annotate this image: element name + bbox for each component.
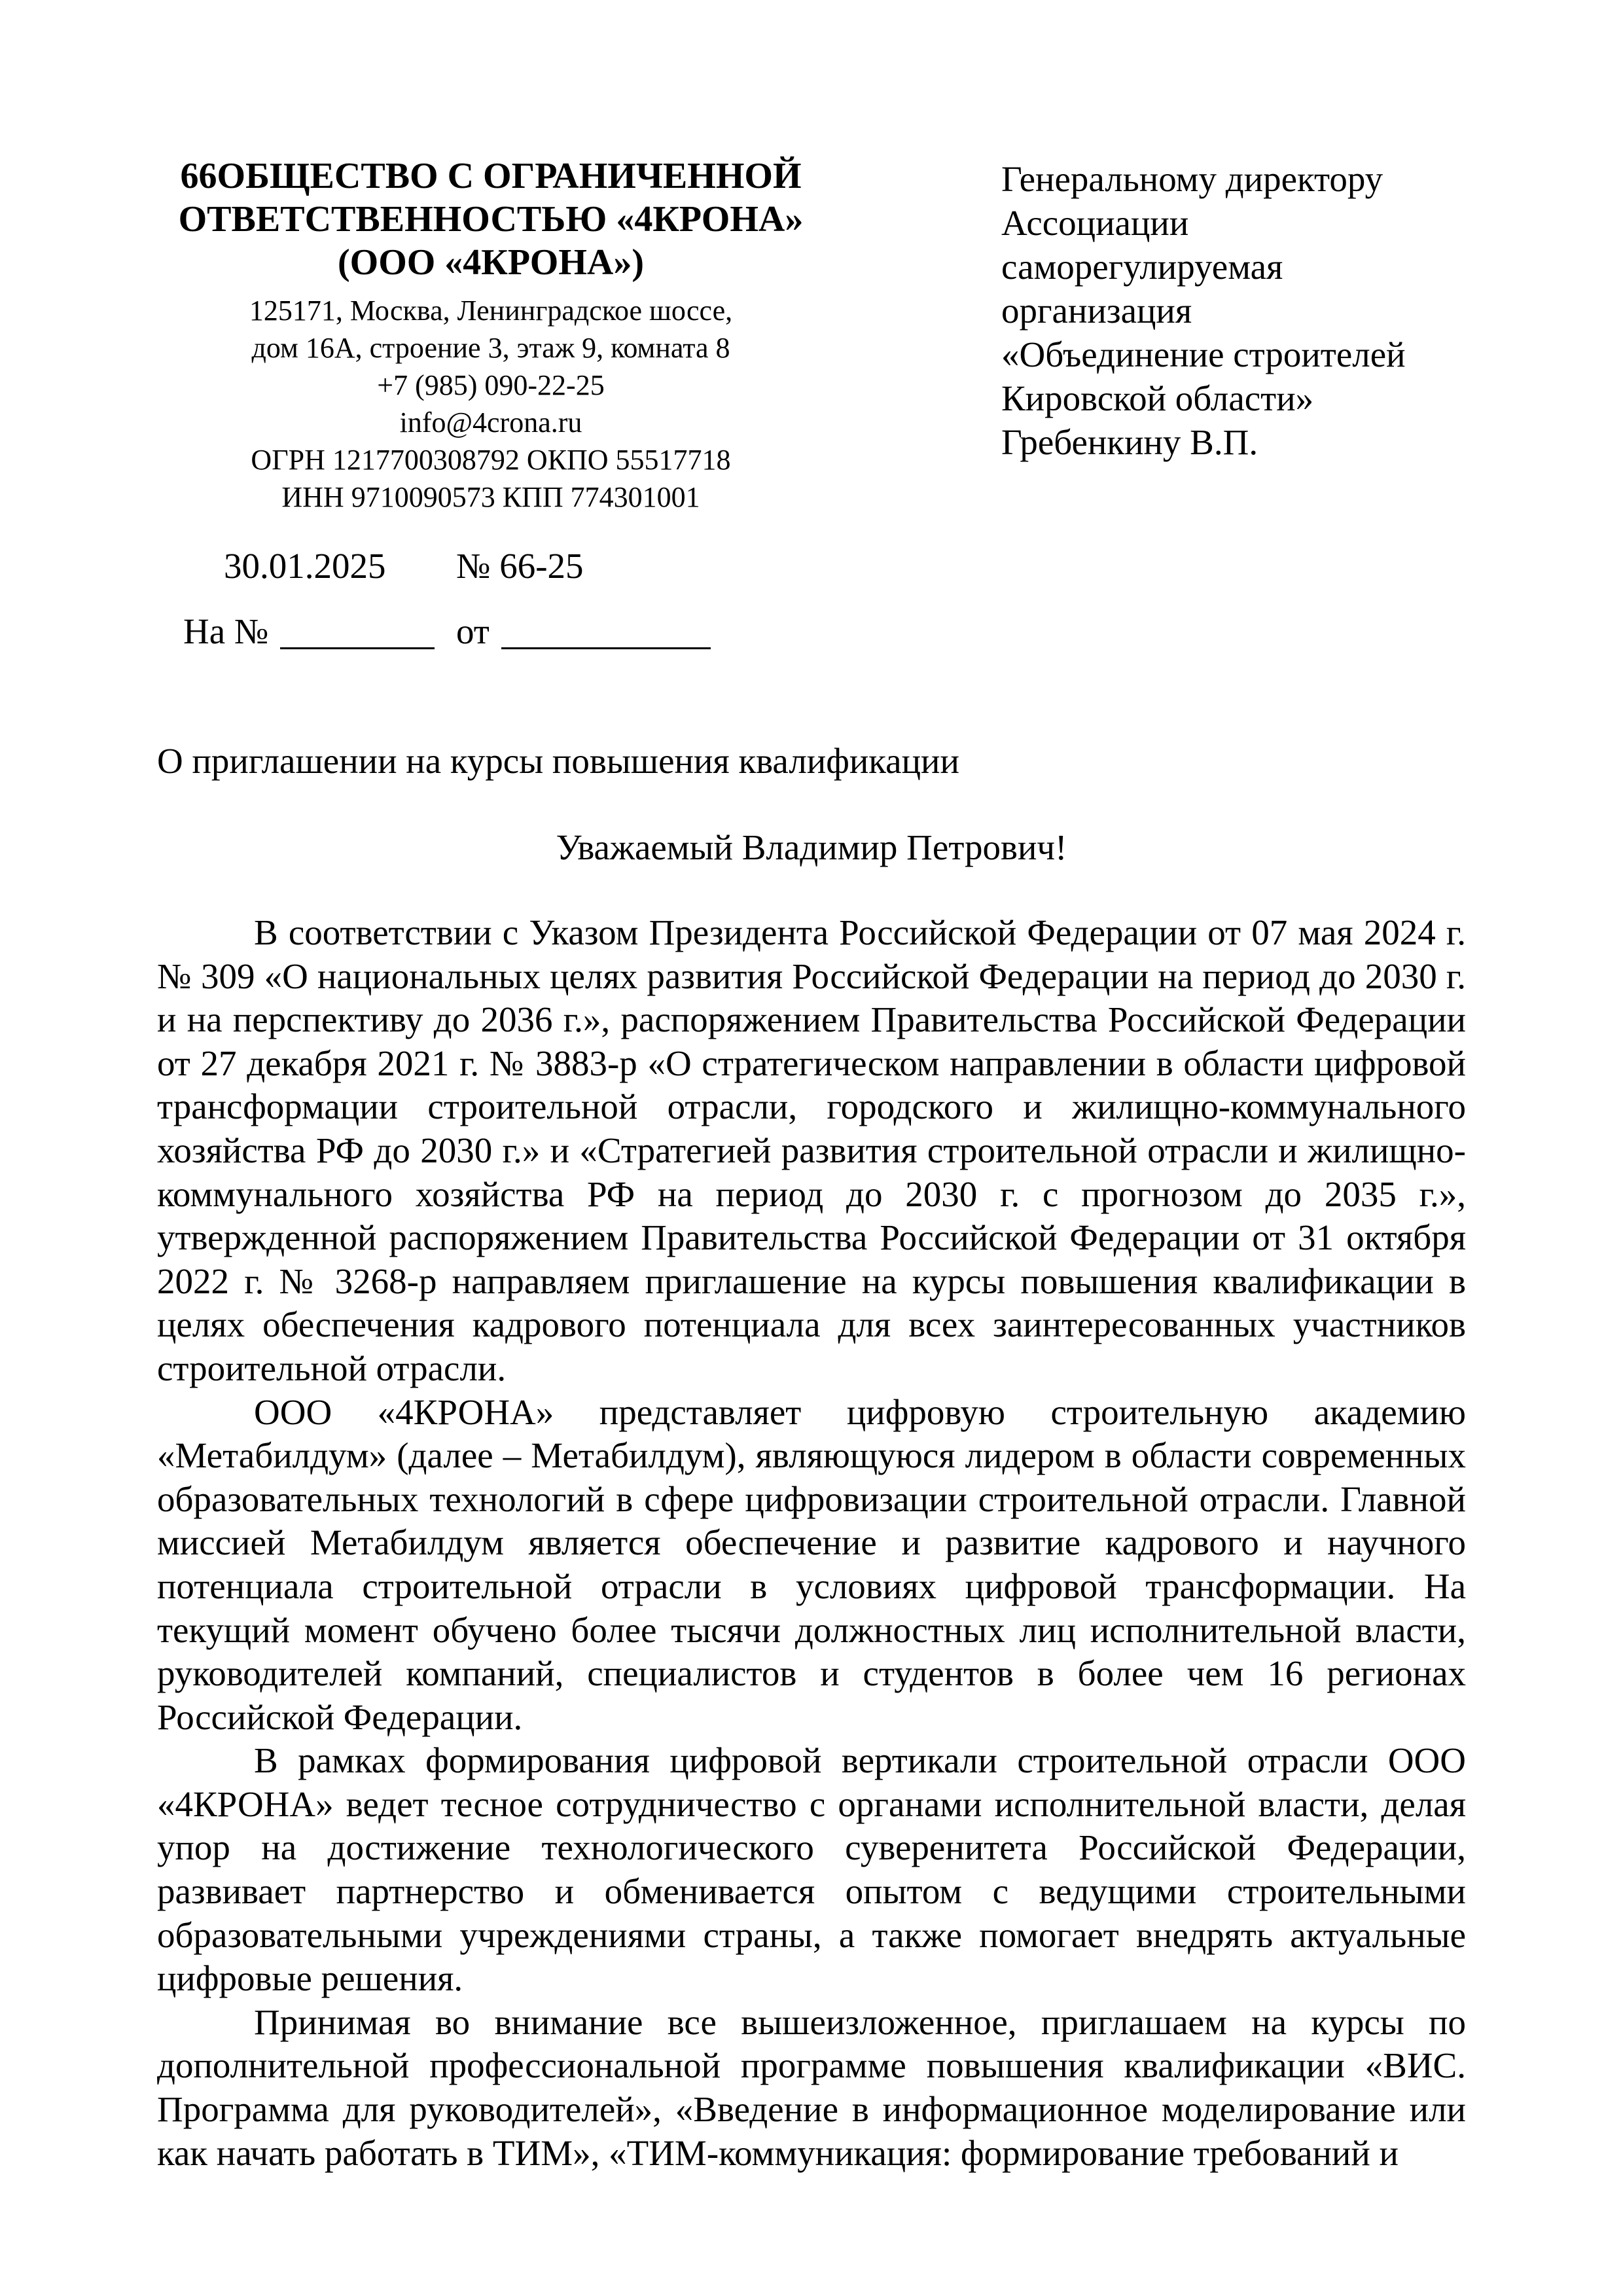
letter-greeting: Уважаемый Владимир Петрович!: [556, 827, 1067, 867]
sender-block: [151, 154, 831, 516]
reference-date-label: от: [456, 611, 490, 651]
body-paragraph-3: В рамках формирования цифровой вертикали строительной отрасли ООО «4КРОНА» ведет тесное сотрудничество с органами исполнительной власти, делая упор на достижение технологического суверенитета Российской Федерации, развивает партнерство и обменивается опытом с ведущими строительными образовательными учреждениями страны, а также помогает внедрять актуальные цифровые решения.: [157, 1740, 1466, 1999]
sender-phone: +7 (985) 090-22-25: [377, 369, 605, 401]
letter-date: 30.01.2025: [224, 546, 386, 586]
recipient-line-4: организация: [1001, 291, 1192, 331]
sender-email: info@4crona.ru: [399, 406, 582, 439]
recipient-line-6: Кировской области»: [1001, 378, 1314, 418]
sender-inn-kpp: ИНН 9710090573 КПП 774301001: [281, 481, 700, 513]
sender-address-line-1: 125171, Москва, Ленинградское шоссе,: [249, 295, 733, 327]
reference-number-blank: [280, 647, 435, 649]
sender-address-line-2: дом 16А, строение 3, этаж 9, комната 8: [251, 332, 730, 364]
sender-org-name-line-2: ОТВЕТСТВЕННОСТЬЮ «4КРОНА»: [178, 199, 804, 240]
recipient-block: [1001, 157, 1525, 464]
reference-date-blank: [501, 647, 711, 649]
recipient-line-3: саморегулируемая: [1001, 247, 1283, 287]
body-paragraph-1: В соответствии с Указом Президента Российской Федерации от 07 мая 2024 г. № 309 «О национальных целях развития Российской Федерации на период до 2030 г. и на перспективу до 2036 г.», распоряжением Правительства Российской Федерации от 27 декабря 2021 г. № 3883-р «О стратегическом направлении в области цифровой трансформации строительной отрасли, городского и жилищно-коммунального хозяйства РФ до 2030 г.» и «Стратегией развития строительной отрасли и жилищно-коммунального хозяйства РФ на период до 2030 г. с прогнозом до 2035 г.», утвержденной распоряжением Правительства Российской Федерации от 31 октября 2022 г. № 3268-р направляем приглашение на курсы повышения квалификации в целях обеспечения кадрового потенциала для всех заинтересованных участников строительной отрасли.: [157, 912, 1466, 1388]
recipient-line-2: Ассоциации: [1001, 203, 1189, 243]
letter-body: [157, 911, 1466, 2175]
sender-org-name-line-1: 66ОБЩЕСТВО С ОГРАНИЧЕННОЙ: [180, 156, 802, 196]
letter-subject: О приглашении на курсы повышения квалификации: [157, 741, 959, 781]
recipient-line-1: Генеральному директору: [1001, 159, 1383, 199]
sender-ogrn-okpo: ОГРН 1217700308792 ОКПО 55517718: [251, 444, 731, 476]
letter-number: № 66-25: [456, 546, 584, 586]
reference-number-label: На №: [183, 611, 269, 651]
body-paragraph-4: Принимая во внимание все вышеизложенное, приглашаем на курсы по дополнительной профессиональной программе повышения квалификации «ВИС. Программа для руководителей», «Введение в информационное моделирование или как начать работать в ТИМ», «ТИМ-коммуникация: формирование требований и: [157, 2001, 1466, 2173]
recipient-name: Гребенкину В.П.: [1001, 422, 1258, 462]
body-paragraph-2: ООО «4КРОНА» представляет цифровую строительную академию «Метабилдум» (далее – Метабилдум), являющуюся лидером в области современных образовательных технологий в сфере цифровизации строительной отрасли. Главной миссией Метабилдум является обеспечение и развитие кадрового и научного потенциала строительной отрасли в условиях цифровой трансформации. На текущий момент обучено более тысячи должностных лиц исполнительной власти, руководителей компаний, специалистов и студентов в более чем 16 регионах Российской Федерации.: [157, 1391, 1466, 1737]
sender-org-short-name: (ООО «4КРОНА»): [337, 242, 644, 283]
recipient-line-5: «Объединение строителей: [1001, 334, 1406, 374]
sender-details: [151, 292, 831, 516]
